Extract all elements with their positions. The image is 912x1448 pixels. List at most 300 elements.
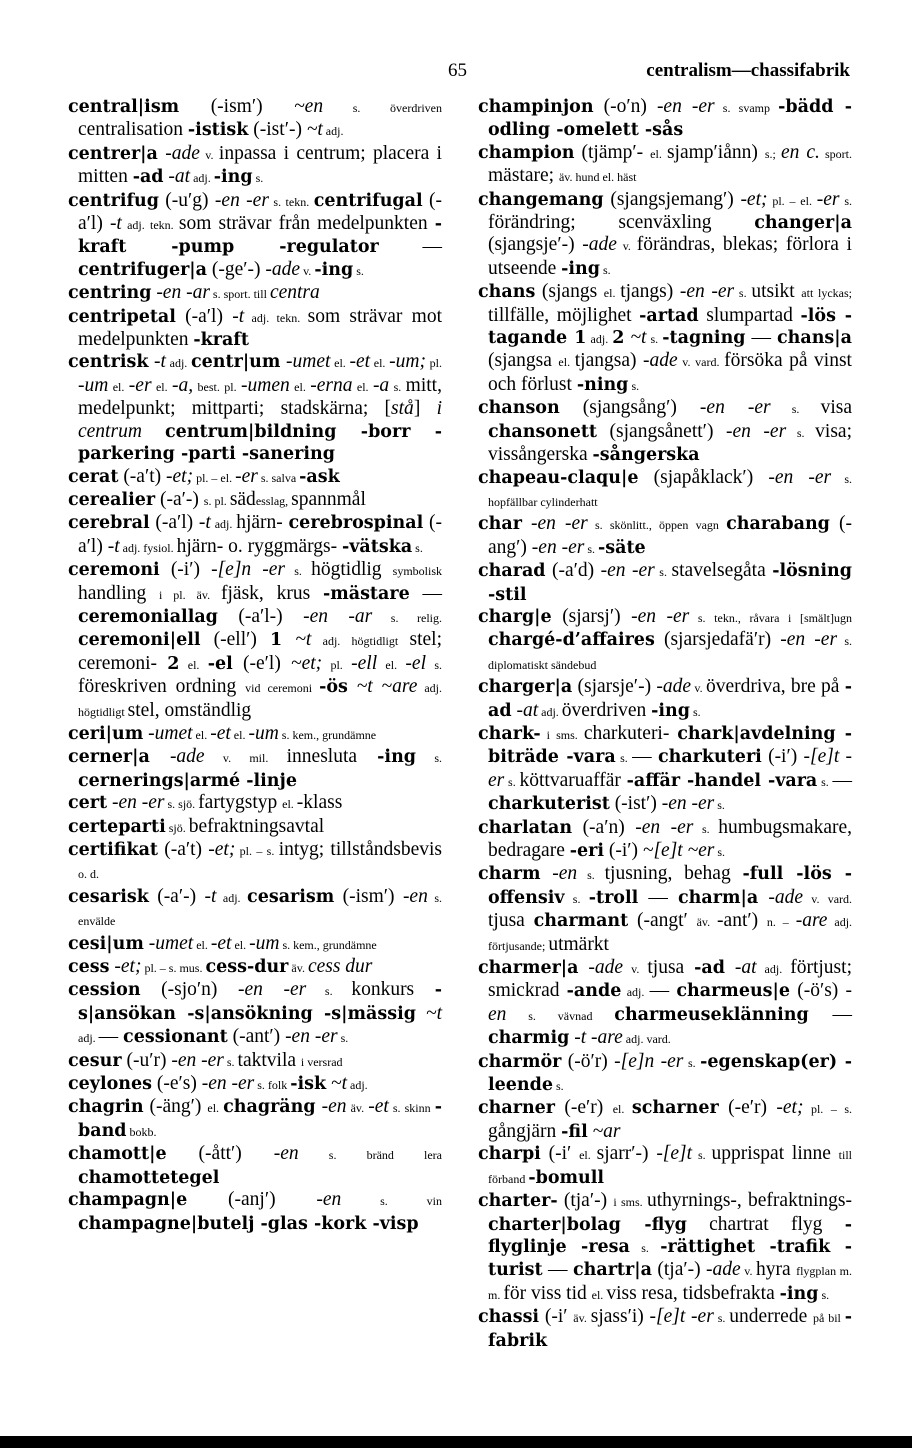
entry-definition: inpassa i centrum; placera i mitten [78,142,442,188]
entry-label: pl. – s. [803,1102,852,1117]
entry-definition: (-a′l) [78,512,442,557]
entry-inflection: -en -er [780,629,838,651]
entry-definition: (-a′l) [78,189,442,235]
entry-definition: (sjapåklack′) [638,466,769,488]
entry-definition: humbugsmakare, bedragare [488,816,853,861]
entry-definition: (-a′t) [118,465,167,487]
entry-label: el. [230,727,249,742]
entry-label: v. [691,681,707,696]
entry-headword: charmig [488,1028,570,1049]
entry-headword: charger|a [478,677,573,698]
entry-label: s. kem., grundämne [278,727,377,742]
entry-definition: köttvaruaffär [519,769,627,791]
entry-definition: (-a′-) [148,885,205,907]
entry-headword: centr|um [191,352,281,373]
entry-inflection: -en -er [521,513,588,535]
entry-inflection: -el [405,652,426,674]
entry-definition: försöka på vinst och förlust [488,350,852,395]
entry-label: s.; [764,146,781,161]
dictionary-entry [68,956,442,979]
entry-definition: (-angt′ [628,910,697,932]
entry-inflection: -en [315,1096,347,1118]
entry-label: el. [591,1287,607,1302]
entry-headword: -bädd -odling -omelett -sås [488,97,852,141]
entry-definition: utmärkt [548,933,609,955]
entry-headword: -ad [488,677,852,721]
entry-headword: -ing [213,167,253,188]
entry-definition: (sjangs [535,281,604,303]
entry-headword: cession [68,980,141,1001]
entry-definition: (-ö′r) [561,1050,615,1072]
entry-definition: intyg; tillståndsbevis [278,839,442,860]
dictionary-entry [478,1306,852,1352]
entry-label: el. [179,657,208,672]
entry-inflection: stå [391,398,414,420]
entry-headword: charner [478,1098,556,1119]
entry-label: adj. högtidligt [311,634,410,649]
entry-definition: charkuteri- [583,722,678,744]
entry-definition: (-ge′-) [207,258,266,280]
entry-inflection: -[e]t [656,1143,693,1165]
entry-headword: -troll [588,887,639,908]
entry-headword: charlatan [478,817,573,838]
dictionary-entry [478,723,852,817]
entry-headword: cert [68,793,108,814]
entry-label: s. [786,425,816,440]
entry-headword: cesi|um [68,933,144,954]
entry-definition: chartrat flyg [686,1213,845,1235]
entry-inflection: centra [269,282,320,304]
entry-headword: -ing [561,258,600,279]
entry-inflection: -en -er [201,1073,255,1095]
entry-label: adj. [538,704,562,719]
entry-definition: slumpartad [698,304,801,326]
entry-label: adj. tekn. [121,218,179,233]
entry-inflection: -umet [143,932,194,954]
entry-inflection: -[e]n -er [614,1050,684,1072]
entry-label: v. [623,962,648,977]
entry-headword: centrisk [68,352,149,373]
entry-definition: taktvila [237,1049,301,1071]
entry-headword: charmeuseklänning [614,1004,809,1025]
dictionary-entry [68,816,442,839]
entry-definition: (-u′g) [158,189,215,211]
entry-headword: charter|bolag -flyg [488,1214,687,1235]
entry-inflection: -en -er [768,466,832,488]
entry-headword: -isk [290,1074,327,1095]
entry-label: s. [629,1240,661,1255]
dictionary-entry [68,723,442,746]
page-number: 65 [448,60,467,81]
dictionary-entry [68,886,442,933]
entry-headword: -fil [561,1121,588,1142]
entry-label: adj. [190,171,214,186]
entry-definition: fjäsk, krus [221,582,323,604]
entry-definition: tillfälle, möjlighet [488,304,640,326]
entry-headword: changer|a [754,213,852,234]
entry-label: s. [584,541,598,556]
entry-definition: — [649,980,677,1002]
dictionary-entry [478,817,852,864]
entry-inflection: -et [349,351,371,373]
entry-headword: -kraft -pump -regulator [78,214,442,258]
entry-label: s. [628,378,640,393]
entry-inflection: -ade [578,957,624,979]
entry-definition: (-e′l) [232,652,292,674]
dictionary-entry [68,792,442,815]
entry-inflection: -en -er [699,397,771,419]
entry-headword: chamottetegel [78,1167,220,1188]
entry-inflection: -[e]n -er [211,559,286,581]
entry-headword: -ning [576,374,629,395]
entry-label: o. d. [78,867,99,882]
entry-definition: -ant′) [717,910,767,932]
entry-definition: (-ant′) [227,1026,286,1048]
dictionary-entry [478,1143,852,1190]
entry-label: s. sport. till [209,287,270,302]
entry-inflection: -t -are [569,1027,623,1049]
entry-label: s. [599,262,611,277]
entry-inflection: -umet [280,351,331,373]
entry-inflection: -en -er [631,605,690,627]
entry-inflection: -a, [172,374,194,396]
entry-label: best. pl. [193,379,242,394]
entry-label: adj. [756,962,791,977]
entry-definition: (sjarsje′-) [572,676,657,698]
entry-inflection: -en [540,863,578,885]
entry-headword: -lösning -stil [488,561,852,605]
dictionary-entry [68,512,442,559]
entry-definition: tjangsa) [574,350,643,372]
entry-inflection: ~t [624,327,647,349]
entry-inflection: -en -er [107,792,165,814]
entry-inflection: -en [316,1189,342,1211]
entry-definition: (-a′l) [149,512,199,534]
entry-headword: -ing [314,259,354,280]
entry-headword: -mästare [322,583,410,604]
entry-headword: 2 [612,328,625,349]
entry-inflection: -er [128,374,152,396]
entry-definition: — [808,1003,852,1025]
entry-definition: tjusa [488,910,534,932]
entry-inflection: -en -er [656,96,715,117]
entry-label: vid ceremoni [245,681,320,696]
entry-label: i pl. äv. [159,587,221,602]
entry-label: s. [285,564,312,579]
dictionary-entry [68,489,442,512]
entry-headword: charmant [533,911,629,932]
entry-definition: spannmål [291,488,366,510]
entry-label: s. pl. [203,493,230,508]
entry-label: el. [330,356,350,371]
entry-label: s. [818,1287,830,1302]
dictionary-entry [478,397,852,466]
entry-label: adj. tekn. [244,310,308,325]
entry-headword: -ad [132,167,164,188]
entry-definition: mästare; [488,165,559,187]
entry-inflection: -en [273,1143,299,1165]
dictionary-entry [478,1190,852,1306]
entry-definition: (-ist′) [609,793,662,815]
entry-headword: charm|a [678,887,759,908]
entry-headword: certeparti [68,816,166,837]
entry-headword: chagräng [223,1097,316,1118]
entry-definition: gångjärn [488,1120,562,1142]
entry-inflection: -en -er [679,281,735,303]
entry-inflection: -at [511,699,539,721]
entry-inflection: -um; [389,351,426,373]
entry-inflection: -are [795,910,828,932]
dictionary-entry [68,1096,442,1143]
dictionary-entry [478,957,852,1051]
entry-inflection: -ade [706,1259,741,1281]
entry-label: el. [377,657,406,672]
entry-label: äv. [346,1101,369,1116]
entry-inflection: -ell [351,652,378,674]
entry-inflection: -t [232,305,245,327]
dictionary-entry [68,190,442,283]
entry-inflection: -at [724,957,757,979]
entry-inflection: -en -er [531,536,585,558]
entry-definition: (-äng′) [143,1096,208,1118]
entry-label: n. – [766,915,796,930]
entry-label: adj. högtidligt [78,681,442,719]
entry-label: s. [692,1148,712,1163]
entry-headword: -affär -handel -vara [626,770,818,791]
dictionary-entry [68,933,442,956]
entry-label: i sms. [613,1195,648,1210]
entry-definition: tjusa [647,957,695,979]
entry-inflection: -en -er [214,189,269,211]
entry-label: adj. fysiol. [119,540,177,555]
entry-label: till förband [488,1148,853,1186]
entry-definition: (sjangsång′) [559,397,700,419]
entry-label: s. [714,845,726,859]
entry-headword: chamott|e [68,1144,167,1165]
entry-label: el. [151,379,173,394]
entry-definition: hjärn- [236,512,289,534]
entry-headword: chark|avdelning -biträde -vara [488,723,852,768]
entry-definition: stel, omständlig [127,699,252,721]
entry-label: s. [416,751,442,766]
entry-headword: charad [478,561,546,582]
entry-label: adj. vard. [622,1032,671,1047]
entry-headword: -ös [319,677,348,698]
entry-definition: (-a′t) [158,839,209,860]
entry-inflection: -t [109,213,122,235]
dictionary-entry [478,189,852,282]
entry-inflection: -en -er [661,793,715,815]
entry-headword: chartr|a [572,1260,652,1281]
entry-headword: -flyglinje -resa [488,1214,852,1257]
entry-inflection: -t [198,512,211,534]
entry-inflection: -et [210,932,232,954]
entry-headword: champion [478,142,575,163]
entry-definition: — [378,236,442,258]
entry-headword: ceylones [68,1074,152,1095]
entry-label: el. [612,1102,632,1117]
entry-definition: sjarr′-) [596,1143,657,1165]
entry-label: symbolisk [392,564,443,579]
entry-headword: cerebral [68,513,150,534]
entry-label: i sms. [540,727,584,742]
entry-definition: (-ang′) [488,513,852,558]
entry-headword: -sångerska [592,445,700,466]
dictionary-entry [68,1073,442,1096]
entry-definition: fartygstyp [198,792,283,814]
entry-headword: chark- [478,723,541,744]
entry-label: pl. – el. [193,470,236,485]
entry-definition: centralisation [78,119,188,141]
dictionary-entry [478,863,852,957]
entry-definition: tjusning, behag [604,863,743,885]
entry-headword: -säte [597,537,646,558]
entry-headword: cessionant [123,1027,228,1048]
entry-definition: sjass′i) [590,1306,650,1328]
entry-label: adj. [210,517,237,532]
entry-headword: centrifuger|a [78,259,208,280]
entry-headword: centring [68,283,152,304]
dictionary-entry [478,142,852,189]
entry-definition: (sjarsj′) [551,605,632,627]
entry-label: el. [282,797,297,812]
entry-headword: -ing [779,1283,819,1304]
entry-headword: char [478,514,522,535]
entry-definition: — [409,582,442,604]
entry-inflection: -t [107,535,120,557]
entry-label: esslag, [255,493,292,508]
entry-inflection: -[e]t -er [488,746,852,791]
entry-definition: (sjangsje′-) [488,234,583,256]
entry-label: el. [579,1148,597,1163]
entry-headword: charmör [478,1051,562,1072]
entry-inflection: -er [816,188,840,210]
entry-label: bokb. [126,1124,157,1139]
entry-headword: -kraft [193,330,249,351]
entry-inflection: -ade [642,350,678,372]
entry-inflection: -en [402,885,428,907]
entry-definition: befraktningsavtal [188,815,325,837]
dictionary-entry [68,1189,442,1235]
entry-inflection: ~t [306,119,323,141]
entry-definition: ] [413,398,437,420]
entry-label: s. [412,540,423,555]
page-header [0,60,912,86]
entry-label: v. [199,147,219,162]
entry-definition: (sjangsa [488,350,559,372]
entry-headword: cesur [68,1050,122,1071]
entry-label: s. [734,286,752,301]
entry-definition: underrede [729,1306,813,1328]
entry-definition: (-a′l-) [217,605,304,627]
entry-inflection: -en -er [237,979,307,1001]
entry-definition: (-e′r) [555,1097,613,1119]
entry-definition: — [832,769,853,791]
entry-inflection: ~t [326,1073,347,1095]
dictionary-entry [68,559,442,723]
entry-label: s. [714,798,725,813]
entry-label: att lyckas; [801,286,853,301]
entry-definition: (-i′ [539,1306,574,1328]
entry-definition: — [632,746,658,768]
entry-definition: (-e′r) [718,1097,777,1119]
entry-definition: stel; ceremoni- [78,629,442,674]
entry-label: el. [207,1101,224,1116]
entry-label: s. [817,774,833,789]
entry-definition: innesluta [286,746,378,768]
scan-edge [0,1436,912,1448]
entry-headword: centrifugal [313,190,423,211]
dictionary-entry [478,467,852,514]
running-head: centralism—chassifabrik [646,60,850,81]
entry-label: äv. hund el. häst [558,170,637,185]
entry-label: s. [690,704,701,719]
entry-headword: chanson [478,398,560,419]
entry-definition: (tja′-) [651,1259,707,1281]
entry-definition: föreskriven ordning [78,676,246,698]
entry-headword: 2 [167,653,180,674]
entry-inflection: ~[e]t ~er [642,840,715,861]
dictionary-entry [68,979,442,1049]
entry-headword: charabang [726,514,830,535]
entry-label: adj. förtjusande; [488,915,853,953]
entry-inflection: -et [210,722,231,744]
entry-label: sport. [819,146,852,161]
entry-headword: -istisk [187,120,249,141]
entry-definition: säd [229,488,256,510]
entry-definition: förändring; scenväxling [488,212,755,234]
entry-label: flygplan m. m. [488,1264,852,1302]
entry-label: i versrad [300,1054,343,1069]
entry-label: s. hopfällbar cylinderhatt [488,471,853,509]
entry-definition: sjamp′iånn) [666,141,765,163]
entry-label: pl. [322,657,352,672]
entry-definition: för viss tid [503,1282,592,1304]
entry-label: s. [223,1054,238,1069]
entry-label: s. sjö. [164,797,199,812]
entry-definition: (tja′-) [557,1190,614,1212]
entry-inflection: -en -ar [303,605,373,627]
entry-headword: -ask [299,466,340,487]
entry-inflection: ~et; [291,652,323,674]
entry-inflection: ~en [294,96,324,117]
entry-label: s. [306,984,352,999]
entry-definition: konkurs [351,979,435,1001]
entry-headword: charm [478,864,541,885]
entry-headword: -s|ansökan -s|ansökning -s|mässig [78,980,442,1024]
entry-label: adj. [621,985,650,1000]
entry-definition: (-ism′) [179,96,295,117]
entry-label: s. [252,171,264,186]
entry-label: s. [389,379,406,394]
entry-label: s. [615,751,633,766]
entry-headword: charpi [478,1144,541,1165]
entry-definition: mitt, medelpunkt; mittparti; stadskärna; [ [78,374,442,420]
entry-label: s. [353,263,364,278]
entry-headword: ceremoniallag [78,606,218,627]
entry-definition: (-o′n) [593,96,657,117]
dictionary-entry [68,466,442,489]
entry-label: el. [650,146,667,161]
entry-headword: chans|a [776,328,852,349]
entry-headword: cerat [68,466,119,487]
entry-inflection: -en -er [600,560,655,582]
entry-label: pl. – s. [235,844,279,858]
entry-label: s. tekn. [268,194,314,209]
entry-label: s. bränd lera [298,1148,442,1163]
entry-headword: champagn|e [68,1190,188,1211]
entry-label: äv. [573,1311,591,1326]
